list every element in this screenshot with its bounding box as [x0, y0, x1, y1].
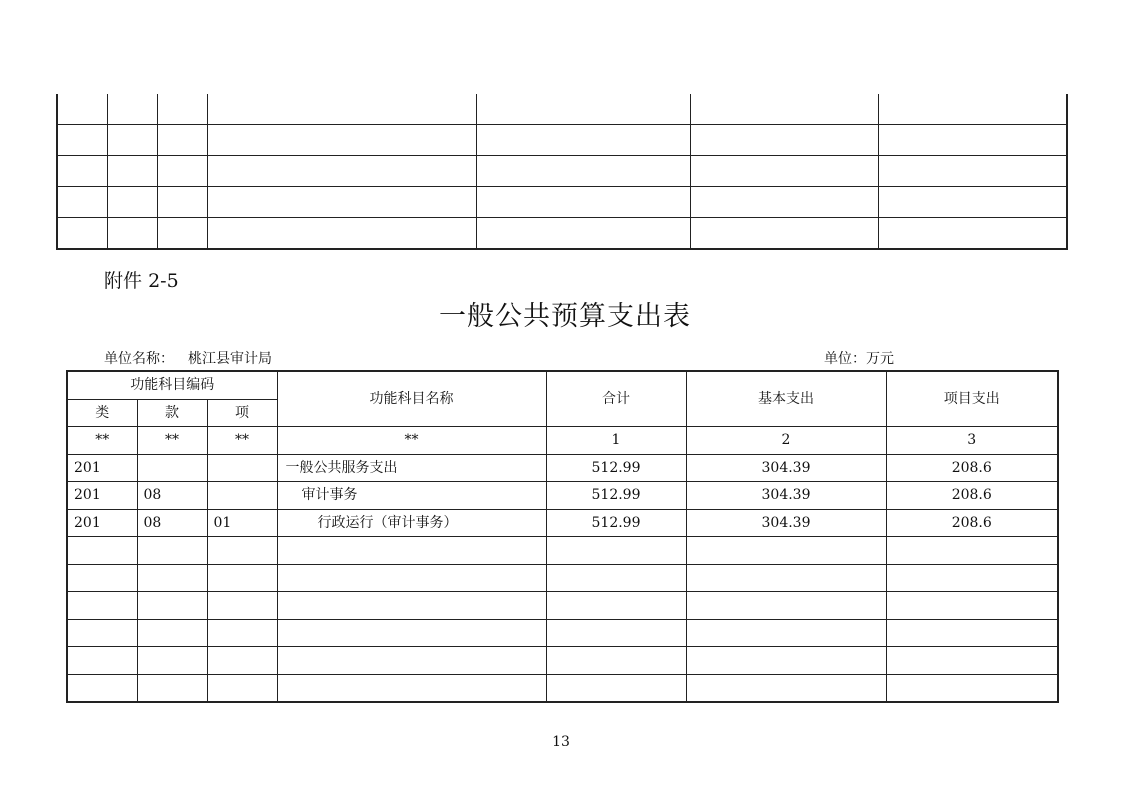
- budget-expenditure-table: [66, 370, 1059, 703]
- basic-cell: 304.39: [686, 454, 886, 482]
- header-total: 合计: [546, 371, 686, 427]
- basic-cell: 304.39: [686, 482, 886, 510]
- table-row: [57, 125, 1067, 156]
- sub-cell: 01: [207, 509, 277, 537]
- unit-name-label: 单位名称：: [104, 351, 174, 367]
- index-cell: **: [207, 427, 277, 455]
- table-row: [67, 482, 1058, 510]
- page-title: 一般公共预算支出表: [439, 301, 691, 332]
- sub-cell: [207, 482, 277, 510]
- class-cell: 201: [67, 509, 137, 537]
- page-number: 13: [552, 734, 570, 750]
- header-project: 项目支出: [886, 371, 1058, 427]
- total-cell: 512.99: [546, 509, 686, 537]
- index-cell: **: [277, 427, 546, 455]
- project-cell: 208.6: [886, 454, 1058, 482]
- item-cell: 08: [137, 482, 207, 510]
- currency-unit: 单位：万元: [824, 351, 894, 367]
- name-cell: 一般公共服务支出: [277, 454, 546, 482]
- table-row: [57, 94, 1067, 125]
- attachment-prefix: 附件: [104, 270, 143, 292]
- table-row: [57, 187, 1067, 218]
- total-cell: 512.99: [546, 482, 686, 510]
- empty-row: [67, 537, 1058, 565]
- empty-row: [67, 564, 1058, 592]
- basic-cell: 304.39: [686, 509, 886, 537]
- table-row: [57, 156, 1067, 187]
- index-cell: **: [67, 427, 137, 455]
- header-function-code: 功能科目编码: [67, 371, 277, 399]
- previous-table-continuation: [56, 94, 1068, 250]
- header-function-name: 功能科目名称: [277, 371, 546, 427]
- header-item: 款: [137, 399, 207, 427]
- class-cell: 201: [67, 482, 137, 510]
- empty-row: [67, 619, 1058, 647]
- table-row: [57, 218, 1067, 250]
- empty-row: [67, 674, 1058, 702]
- item-cell: [137, 454, 207, 482]
- unit-name-value: 桃江县审计局: [188, 351, 272, 367]
- empty-row: [67, 592, 1058, 620]
- name-cell: 审计事务: [277, 482, 546, 510]
- class-cell: 201: [67, 454, 137, 482]
- header-sub: 项: [207, 399, 277, 427]
- index-row: [67, 427, 1058, 455]
- index-cell: 2: [686, 427, 886, 455]
- total-cell: 512.99: [546, 454, 686, 482]
- table-row: [67, 509, 1058, 537]
- attachment-number: 2-5: [148, 270, 179, 292]
- sub-cell: [207, 454, 277, 482]
- item-cell: 08: [137, 509, 207, 537]
- project-cell: 208.6: [886, 482, 1058, 510]
- index-cell: **: [137, 427, 207, 455]
- header-basic: 基本支出: [686, 371, 886, 427]
- project-cell: 208.6: [886, 509, 1058, 537]
- index-cell: 3: [886, 427, 1058, 455]
- header-row: [67, 371, 1058, 399]
- empty-row: [67, 647, 1058, 675]
- header-class: 类: [67, 399, 137, 427]
- name-cell: 行政运行（审计事务）: [277, 509, 546, 537]
- index-cell: 1: [546, 427, 686, 455]
- table-row: [67, 454, 1058, 482]
- attachment-label: [104, 266, 179, 293]
- unit-name-line: [104, 348, 272, 368]
